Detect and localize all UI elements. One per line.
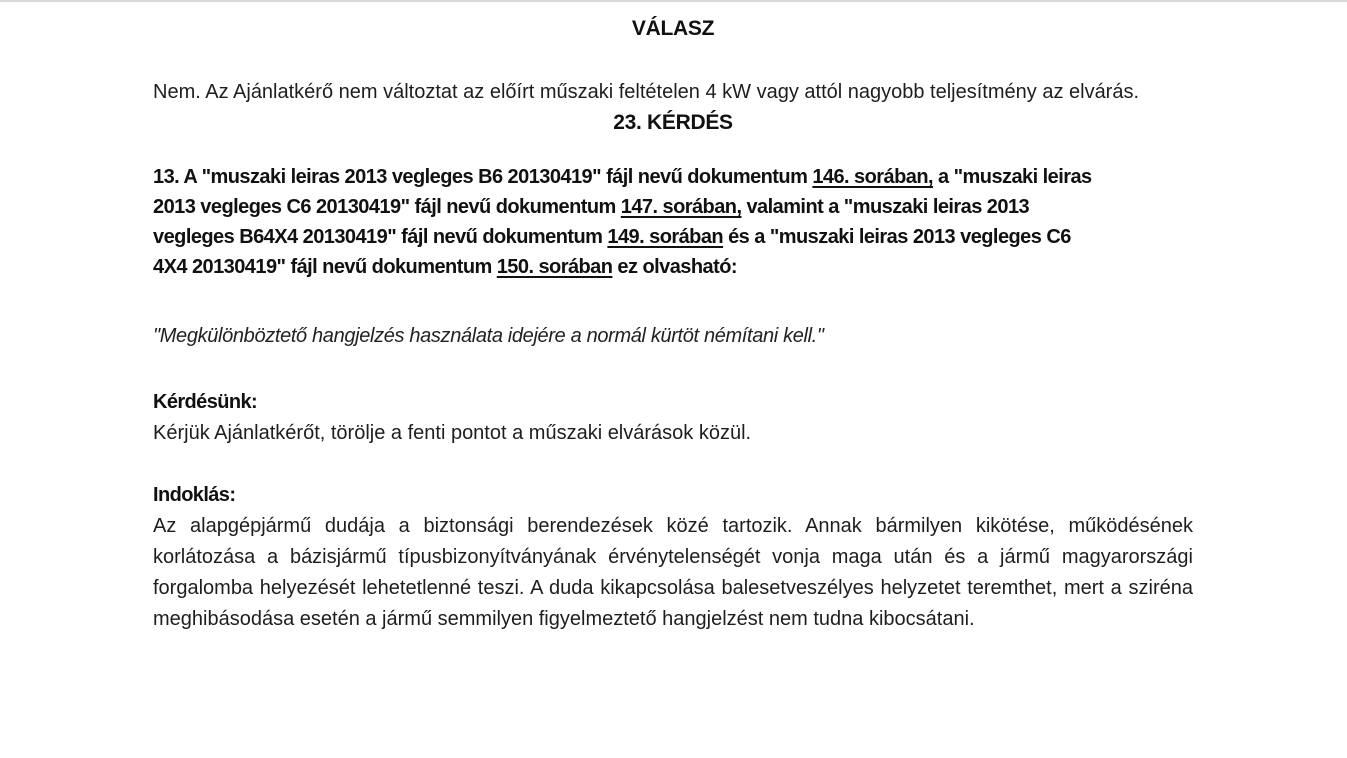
row-reference-150: 150. sorában [496,256,613,278]
question-text-part: a "muszaki leiras 2013 vegleges C6 20130419" fájl nevű dokumentum [153,166,1092,218]
request-text: Kérjük Ajánlatkérőt, törölje a fenti pontot a műszaki elvárások közül. [153,422,752,444]
top-border [0,0,1347,2]
row-reference-146: 146. sorában, [812,166,934,188]
answer-text: Nem. Az Ajánlatkérő nem változtat az előírt műszaki feltételen 4 kW vagy attól nagyobb teljesítmény az elvárás. [153,81,1140,103]
question-text-part: valamint a "muszaki leiras 2013 vegleges B64X4 20130419" fájl nevű dokumentum [153,196,1030,248]
document-page [153,10,1193,635]
row-reference-147: 147. sorában, [620,196,742,218]
question-text-part: ez olvasható: [612,256,737,278]
row-reference-149: 149. sorában [607,226,724,248]
justification-heading: Indoklás: [153,484,236,506]
question-text-part: 13. A "muszaki leiras 2013 vegleges B6 20130419" fájl nevű dokumentum [153,166,813,188]
quoted-requirement: "Megkülönböztető hangjelzés használata idejére a normál kürtöt némítani kell." [153,325,824,347]
question-heading: 23. KÉRDÉS [613,111,733,134]
justification-text: Az alapgépjármű dudája a biztonsági berendezések közé tartozik. Annak bármilyen kikötése, működésének korlátozása a bázisjármű típusbizonyítványának érvénytelenségét vonja maga után és a jármű magyarországi forgalomba helyezését lehetetlenné teszi. A duda kikapcsolása balesetveszélyes helyzetet teremthet, mert a sziréna meghibásodása esetén a jármű semmilyen figyelmeztető hangjelzést nem tudna kibocsátani. [153,515,1193,630]
request-heading: Kérdésünk: [153,391,258,413]
question-text-part: és a "muszaki leiras 2013 vegleges C6 4X4 20130419" fájl nevű dokumentum [153,226,1071,278]
answer-heading: VÁLASZ [631,17,715,40]
question-text [153,162,1108,282]
